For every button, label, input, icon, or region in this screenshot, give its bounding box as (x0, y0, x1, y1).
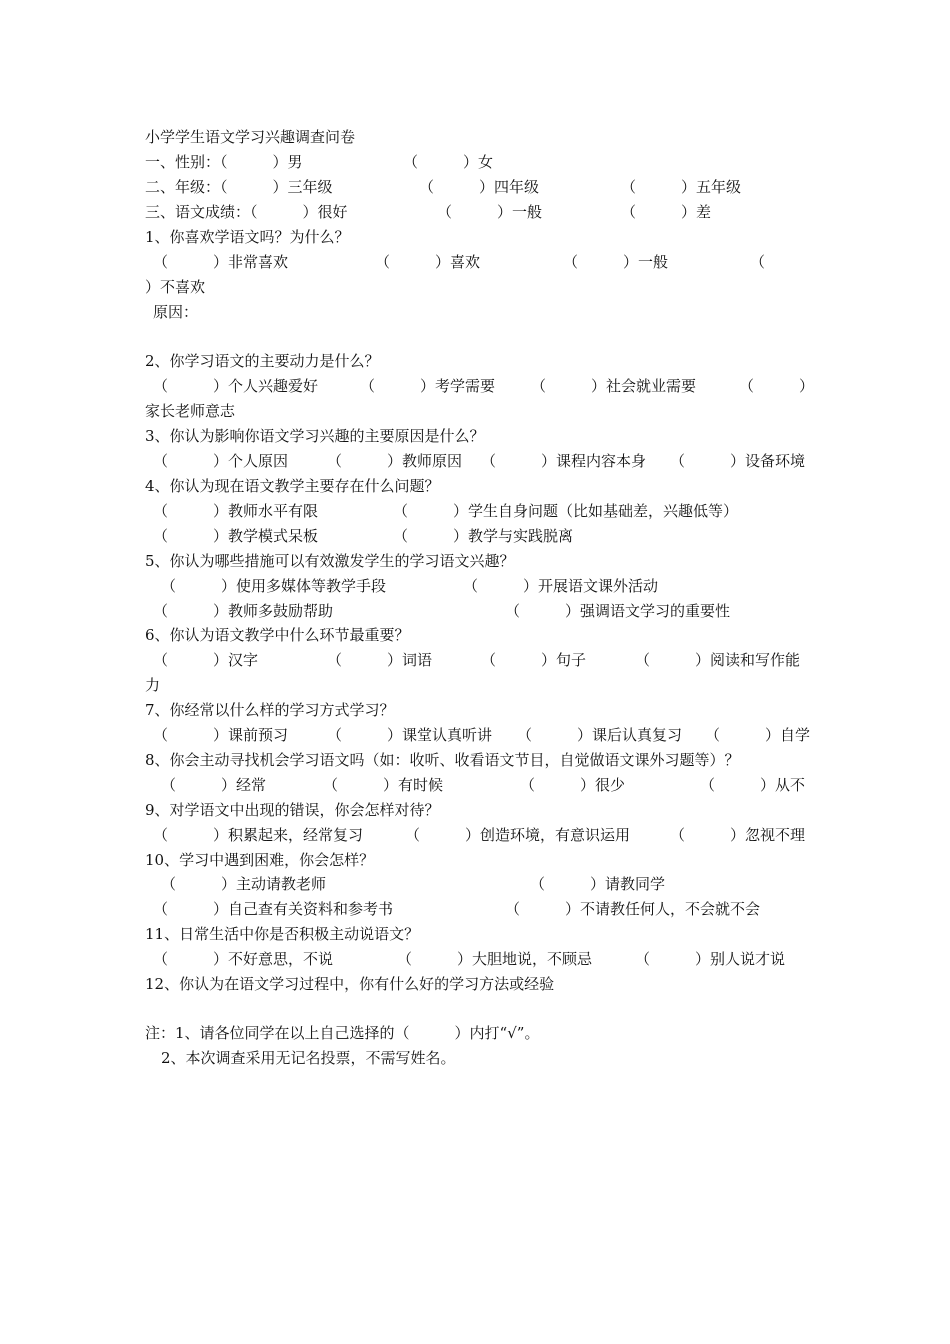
line-gender (145, 151, 810, 173)
q1-options-text-3: （ ）一般 (563, 253, 669, 271)
q11-options-text-2: （ ）大胆地说，不顾忌 (397, 950, 593, 968)
q2-options-text-3: （ ）社会就业需要 (531, 377, 697, 395)
q2-options-text-4: （ ） (739, 377, 815, 395)
q4-options-a-text-1: （ ）教师水平有限 (153, 502, 319, 520)
line-q3-options (145, 450, 810, 472)
q8-options-text-1: （ ）经常 (161, 776, 267, 794)
q6-options-text-4: （ ）阅读和写作能 (635, 651, 801, 669)
q11-options-text-1: （ ）不好意思，不说 (153, 950, 334, 968)
line-score (145, 201, 810, 223)
score-text-1: 三、语文成绩：（ ）很好 (145, 203, 348, 221)
line-q9-options (145, 824, 810, 846)
line-q11-options (145, 948, 810, 970)
line-q1-options (145, 251, 810, 273)
q5-options-a-text-2: （ ）开展语文课外活动 (463, 577, 659, 595)
q5-options-a-text-1: （ ）使用多媒体等教学手段 (161, 577, 387, 595)
q12-text-1: 12、你认为在语文学习过程中，你有什么好的学习方法或经验 (145, 975, 555, 993)
q9-text-1: 9、对学语文中出现的错误，你会怎样对待？ (145, 801, 440, 819)
line-q2-options (145, 375, 815, 397)
score-text-3: （ ）差 (621, 203, 712, 221)
q6-options-text-3: （ ）句子 (481, 651, 587, 669)
q2-options-text-2: （ ）考学需要 (360, 377, 496, 395)
q11-options-text-3: （ ）别人说才说 (635, 950, 786, 968)
line-q10-options-b (145, 898, 810, 920)
line-q8-options (145, 774, 810, 796)
q1-options-text-1: （ ）非常喜欢 (153, 253, 289, 271)
line-q6-options (145, 649, 810, 671)
q3-options-text-2: （ ）教师原因 (327, 452, 463, 470)
line-q7 (145, 699, 810, 721)
q10-options-b-text-2: （ ）不请教任何人，不会就不会 (505, 900, 761, 918)
line-q4-options-b (145, 525, 810, 547)
q7-text-1: 7、你经常以什么样的学习方式学习？ (145, 701, 395, 719)
note-1-text-1: 注：1、请各位同学在以上自己选择的（ ）内打“√”。 (145, 1024, 540, 1042)
line-q10 (145, 849, 810, 871)
line-q3 (145, 425, 810, 447)
q2-options-text-1: （ ）个人兴趣爱好 (153, 377, 319, 395)
note-2-text-1: 2、本次调查采用无记名投票，不需写姓名。 (161, 1049, 456, 1067)
line-q1-options-cont (145, 276, 810, 298)
line-q5-options-a (145, 575, 810, 597)
q4-text-1: 4、你认为现在语文教学主要存在什么问题？ (145, 477, 440, 495)
q10-options-a-text-2: （ ）请教同学 (530, 875, 666, 893)
line-note-1 (145, 1022, 810, 1044)
line-q1-reason (145, 301, 810, 323)
q3-options-text-4: （ ）设备环境 (670, 452, 806, 470)
q1-options-text-4: （ (750, 253, 766, 271)
q1-options-cont-text-1: ）不喜欢 (145, 278, 206, 296)
q6-options-text-2: （ ）词语 (327, 651, 433, 669)
line-q2 (145, 350, 810, 372)
document-title (145, 126, 810, 148)
q3-text-1: 3、你认为影响你语文学习兴趣的主要原因是什么？ (145, 427, 485, 445)
q5-text-1: 5、你认为哪些措施可以有效激发学生的学习语文兴趣？ (145, 552, 515, 570)
q9-options-text-1: （ ）积累起来，经常复习 (153, 826, 364, 844)
q10-options-b-text-1: （ ）自己查有关资料和参考书 (153, 900, 394, 918)
line-q2-options-cont (145, 400, 810, 422)
q11-text-1: 11、日常生活中你是否积极主动说语文？ (145, 925, 420, 943)
score-text-2: （ ）一般 (437, 203, 543, 221)
q4-options-b-text-1: （ ）教学模式呆板 (153, 527, 319, 545)
q6-text-1: 6、你认为语文教学中什么环节最重要？ (145, 626, 410, 644)
q5-options-b-text-1: （ ）教师多鼓励帮助 (153, 602, 334, 620)
document-title-text: 小学学生语文学习兴趣调查问卷 (145, 128, 356, 146)
q1-options-text-2: （ ）喜欢 (375, 253, 481, 271)
q7-options-text-1: （ ）课前预习 (153, 726, 289, 744)
q6-options-cont-text-1: 力 (145, 676, 161, 694)
line-q7-options (145, 724, 810, 746)
q7-options-text-2: （ ）课堂认真听讲 (327, 726, 493, 744)
line-q4-options-a (145, 500, 810, 522)
q3-options-text-3: （ ）课程内容本身 (481, 452, 647, 470)
q8-options-text-3: （ ）很少 (520, 776, 626, 794)
line-q4 (145, 475, 810, 497)
line-q1 (145, 226, 810, 248)
line-q8 (145, 749, 810, 771)
gender-text-2: （ ）女 (403, 153, 494, 171)
grade-text-1: 二、年级：（ ）三年级 (145, 178, 333, 196)
q5-options-b-text-2: （ ）强调语文学习的重要性 (505, 602, 731, 620)
q2-text-1: 2、你学习语文的主要动力是什么？ (145, 352, 380, 370)
line-note-2 (145, 1047, 810, 1069)
line-q6 (145, 624, 810, 646)
q8-text-1: 8、你会主动寻找机会学习语文吗（如：收听、收看语文节目，自觉做语文课外习题等）？ (145, 751, 740, 769)
q8-options-text-4: （ ）从不 (700, 776, 806, 794)
q10-options-a-text-1: （ ）主动请教老师 (161, 875, 327, 893)
grade-text-2: （ ）四年级 (419, 178, 540, 196)
q1-reason-text-1: 原因： (153, 303, 199, 321)
line-q11 (145, 923, 810, 945)
grade-text-3: （ ）五年级 (621, 178, 742, 196)
q4-options-b-text-2: （ ）教学与实践脱离 (393, 527, 574, 545)
line-q5-options-b (145, 600, 810, 622)
q7-options-text-3: （ ）课后认真复习 (517, 726, 683, 744)
line-q10-options-a (145, 873, 810, 895)
line-q12 (145, 973, 810, 995)
line-q6-options-cont (145, 674, 810, 696)
line-q9 (145, 799, 810, 821)
gender-text-1: 一、性别：（ ）男 (145, 153, 303, 171)
line-q5 (145, 550, 810, 572)
q2-options-cont-text-1: 家长老师意志 (145, 402, 236, 420)
q9-options-text-3: （ ）忽视不理 (670, 826, 806, 844)
q3-options-text-1: （ ）个人原因 (153, 452, 289, 470)
line-grade (145, 176, 810, 198)
q4-options-a-text-2: （ ）学生自身问题（比如基础差，兴趣低等） (393, 502, 739, 520)
q6-options-text-1: （ ）汉字 (153, 651, 259, 669)
q10-text-1: 10、学习中遇到困难，你会怎样？ (145, 851, 375, 869)
q8-options-text-2: （ ）有时候 (323, 776, 444, 794)
q1-text-1: 1、你喜欢学语文吗？为什么？ (145, 228, 350, 246)
q7-options-text-4: （ ）自学 (705, 726, 811, 744)
q9-options-text-2: （ ）创造环境，有意识运用 (405, 826, 631, 844)
